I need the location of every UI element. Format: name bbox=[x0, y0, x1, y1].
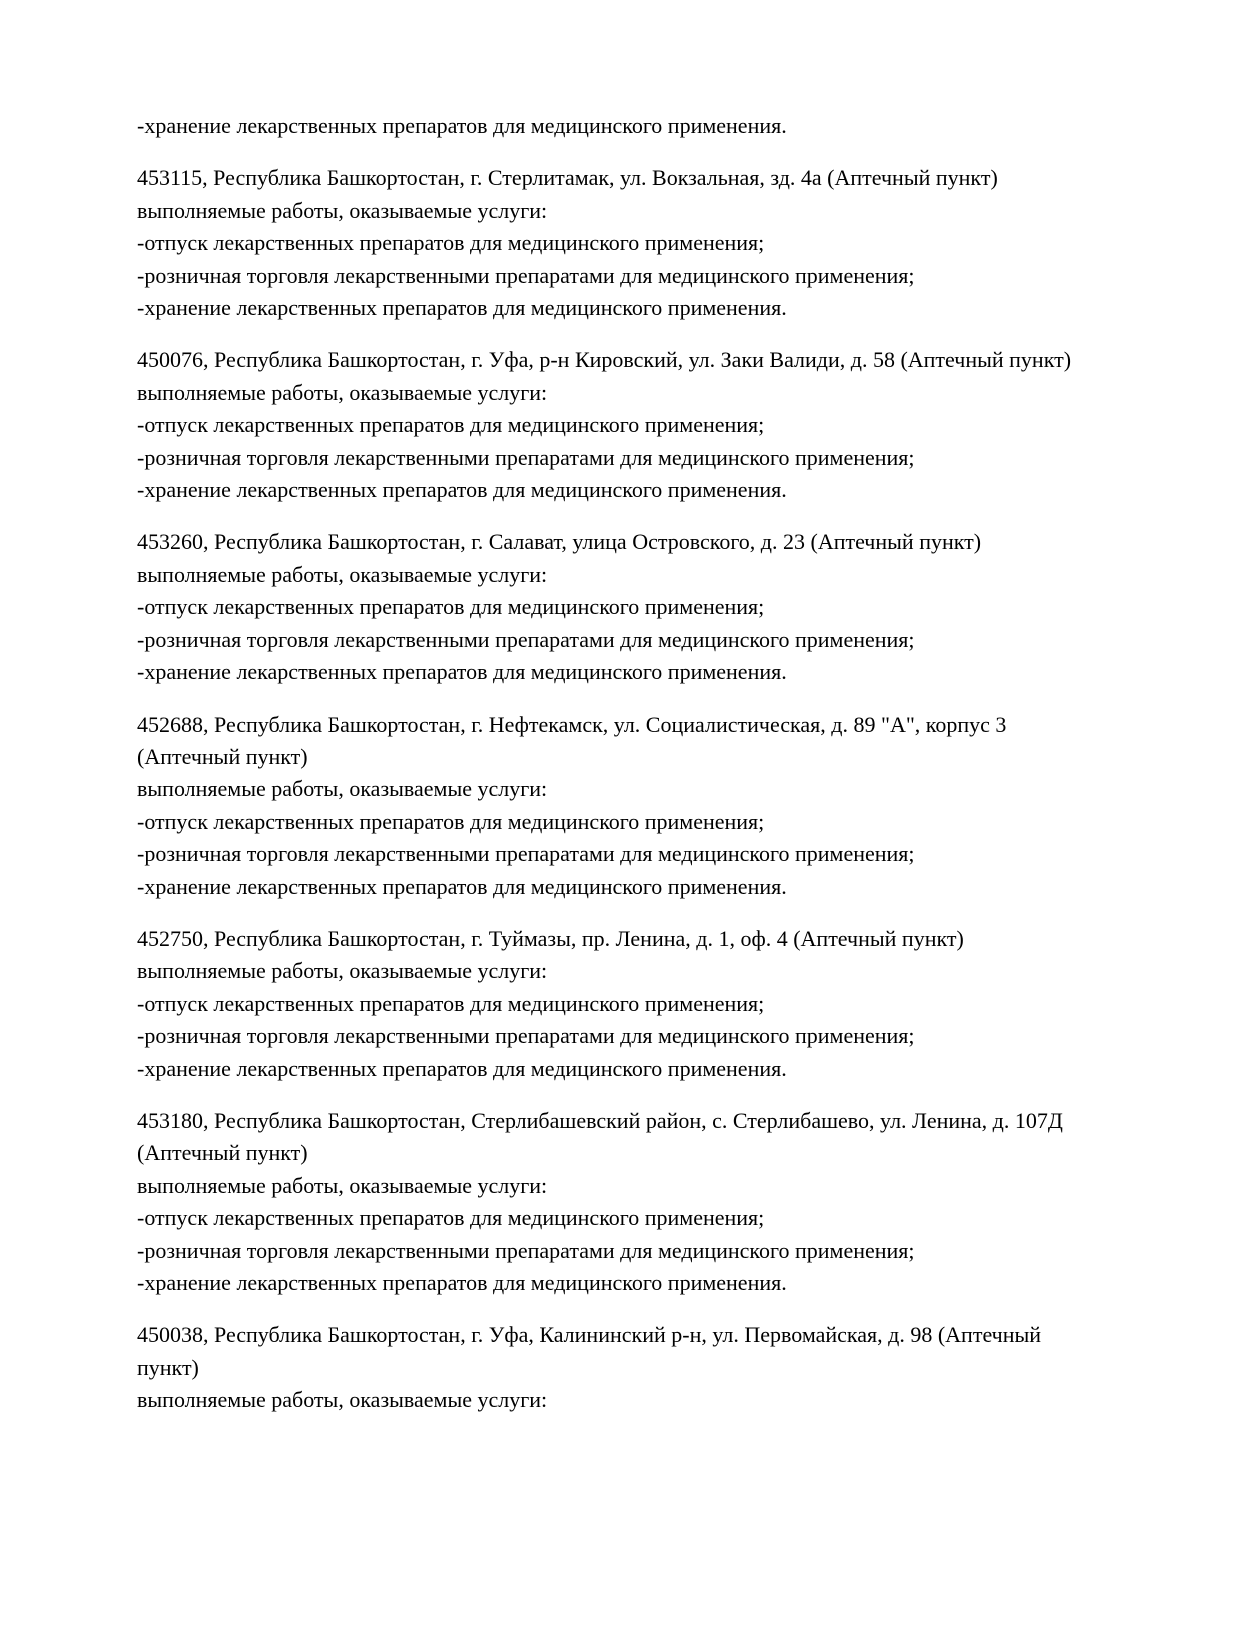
service-line: -отпуск лекарственных препаратов для медицинского применения; bbox=[137, 230, 765, 256]
works-label: выполняемые работы, оказываемые услуги: bbox=[137, 1387, 548, 1413]
entry-address: 450076, Республика Башкортостан, г. Уфа, р-н Кировский, ул. Заки Валиди, д. 58 (Аптечный пункт) bbox=[137, 347, 1072, 373]
service-line: -розничная торговля лекарственными препаратами для медицинского применения; bbox=[137, 1237, 915, 1263]
service-line: -хранение лекарственных препаратов для медицинского применения. bbox=[137, 873, 787, 899]
service-line: -отпуск лекарственных препаратов для медицинского применения; bbox=[137, 412, 765, 438]
works-label: выполняемые работы, оказываемые услуги: bbox=[137, 776, 548, 802]
works-label: выполняемые работы, оказываемые услуги: bbox=[137, 561, 548, 587]
pharmacy-entry bbox=[137, 162, 1085, 324]
service-line: -хранение лекарственных препаратов для медицинского применения. bbox=[137, 295, 787, 321]
entry-address: 453260, Республика Башкортостан, г. Салават, улица Островского, д. 23 (Аптечный пункт) bbox=[137, 529, 982, 555]
entry-address: 453180, Республика Башкортостан, Стерлибашевский район, с. Стерлибашево, ул. Ленина, д. 107Д (Аптечный пункт) bbox=[137, 1107, 1063, 1166]
entry-address: 453115, Республика Башкортостан, г. Стерлитамак, ул. Вокзальная, зд. 4а (Аптечный пункт) bbox=[137, 165, 998, 191]
service-line: -отпуск лекарственных препаратов для медицинского применения; bbox=[137, 990, 765, 1016]
works-label: выполняемые работы, оказываемые услуги: bbox=[137, 958, 548, 984]
service-line: -хранение лекарственных препаратов для медицинского применения. bbox=[137, 1270, 787, 1295]
service-line: -розничная торговля лекарственными препаратами для медицинского применения; bbox=[137, 626, 915, 652]
service-line: -отпуск лекарственных препаратов для медицинского применения; bbox=[137, 808, 765, 834]
entry-address: 452750, Республика Башкортостан, г. Туймазы, пр. Ленина, д. 1, оф. 4 (Аптечный пункт) bbox=[137, 925, 964, 951]
pharmacy-entry bbox=[137, 1319, 1085, 1416]
service-line: -розничная торговля лекарственными препаратами для медицинского применения; bbox=[137, 444, 915, 470]
service-line: -розничная торговля лекарственными препаратами для медицинского применения; bbox=[137, 841, 915, 867]
works-label: выполняемые работы, оказываемые услуги: bbox=[137, 197, 548, 223]
service-line: -розничная торговля лекарственными препаратами для медицинского применения; bbox=[137, 1023, 915, 1049]
service-line: -хранение лекарственных препаратов для медицинского применения. bbox=[137, 477, 787, 503]
pharmacy-entry bbox=[137, 526, 1085, 688]
pharmacy-entry bbox=[137, 344, 1085, 506]
pharmacy-entry bbox=[137, 709, 1085, 903]
service-line: -розничная торговля лекарственными препаратами для медицинского применения; bbox=[137, 262, 915, 288]
pharmacy-entry bbox=[137, 923, 1085, 1085]
continuation-service-line: -хранение лекарственных препаратов для медицинского применения. bbox=[137, 113, 787, 138]
service-line: -хранение лекарственных препаратов для медицинского применения. bbox=[137, 659, 787, 685]
works-label: выполняемые работы, оказываемые услуги: bbox=[137, 1172, 548, 1198]
service-line: -отпуск лекарственных препаратов для медицинского применения; bbox=[137, 594, 765, 620]
entry-address: 450038, Республика Башкортостан, г. Уфа, Калининский р-н, ул. Первомайская, д. 98 (Аптечный пункт) bbox=[137, 1322, 1042, 1380]
works-label: выполняемые работы, оказываемые услуги: bbox=[137, 379, 548, 405]
service-line: -хранение лекарственных препаратов для медицинского применения. bbox=[137, 1055, 787, 1081]
pharmacy-entry bbox=[137, 1105, 1085, 1299]
entry-address: 452688, Республика Башкортостан, г. Нефтекамск, ул. Социалистическая, д. 89 "А", корпус 3 (Аптечный пункт) bbox=[137, 711, 1007, 769]
service-line: -отпуск лекарственных препаратов для медицинского применения; bbox=[137, 1205, 765, 1231]
